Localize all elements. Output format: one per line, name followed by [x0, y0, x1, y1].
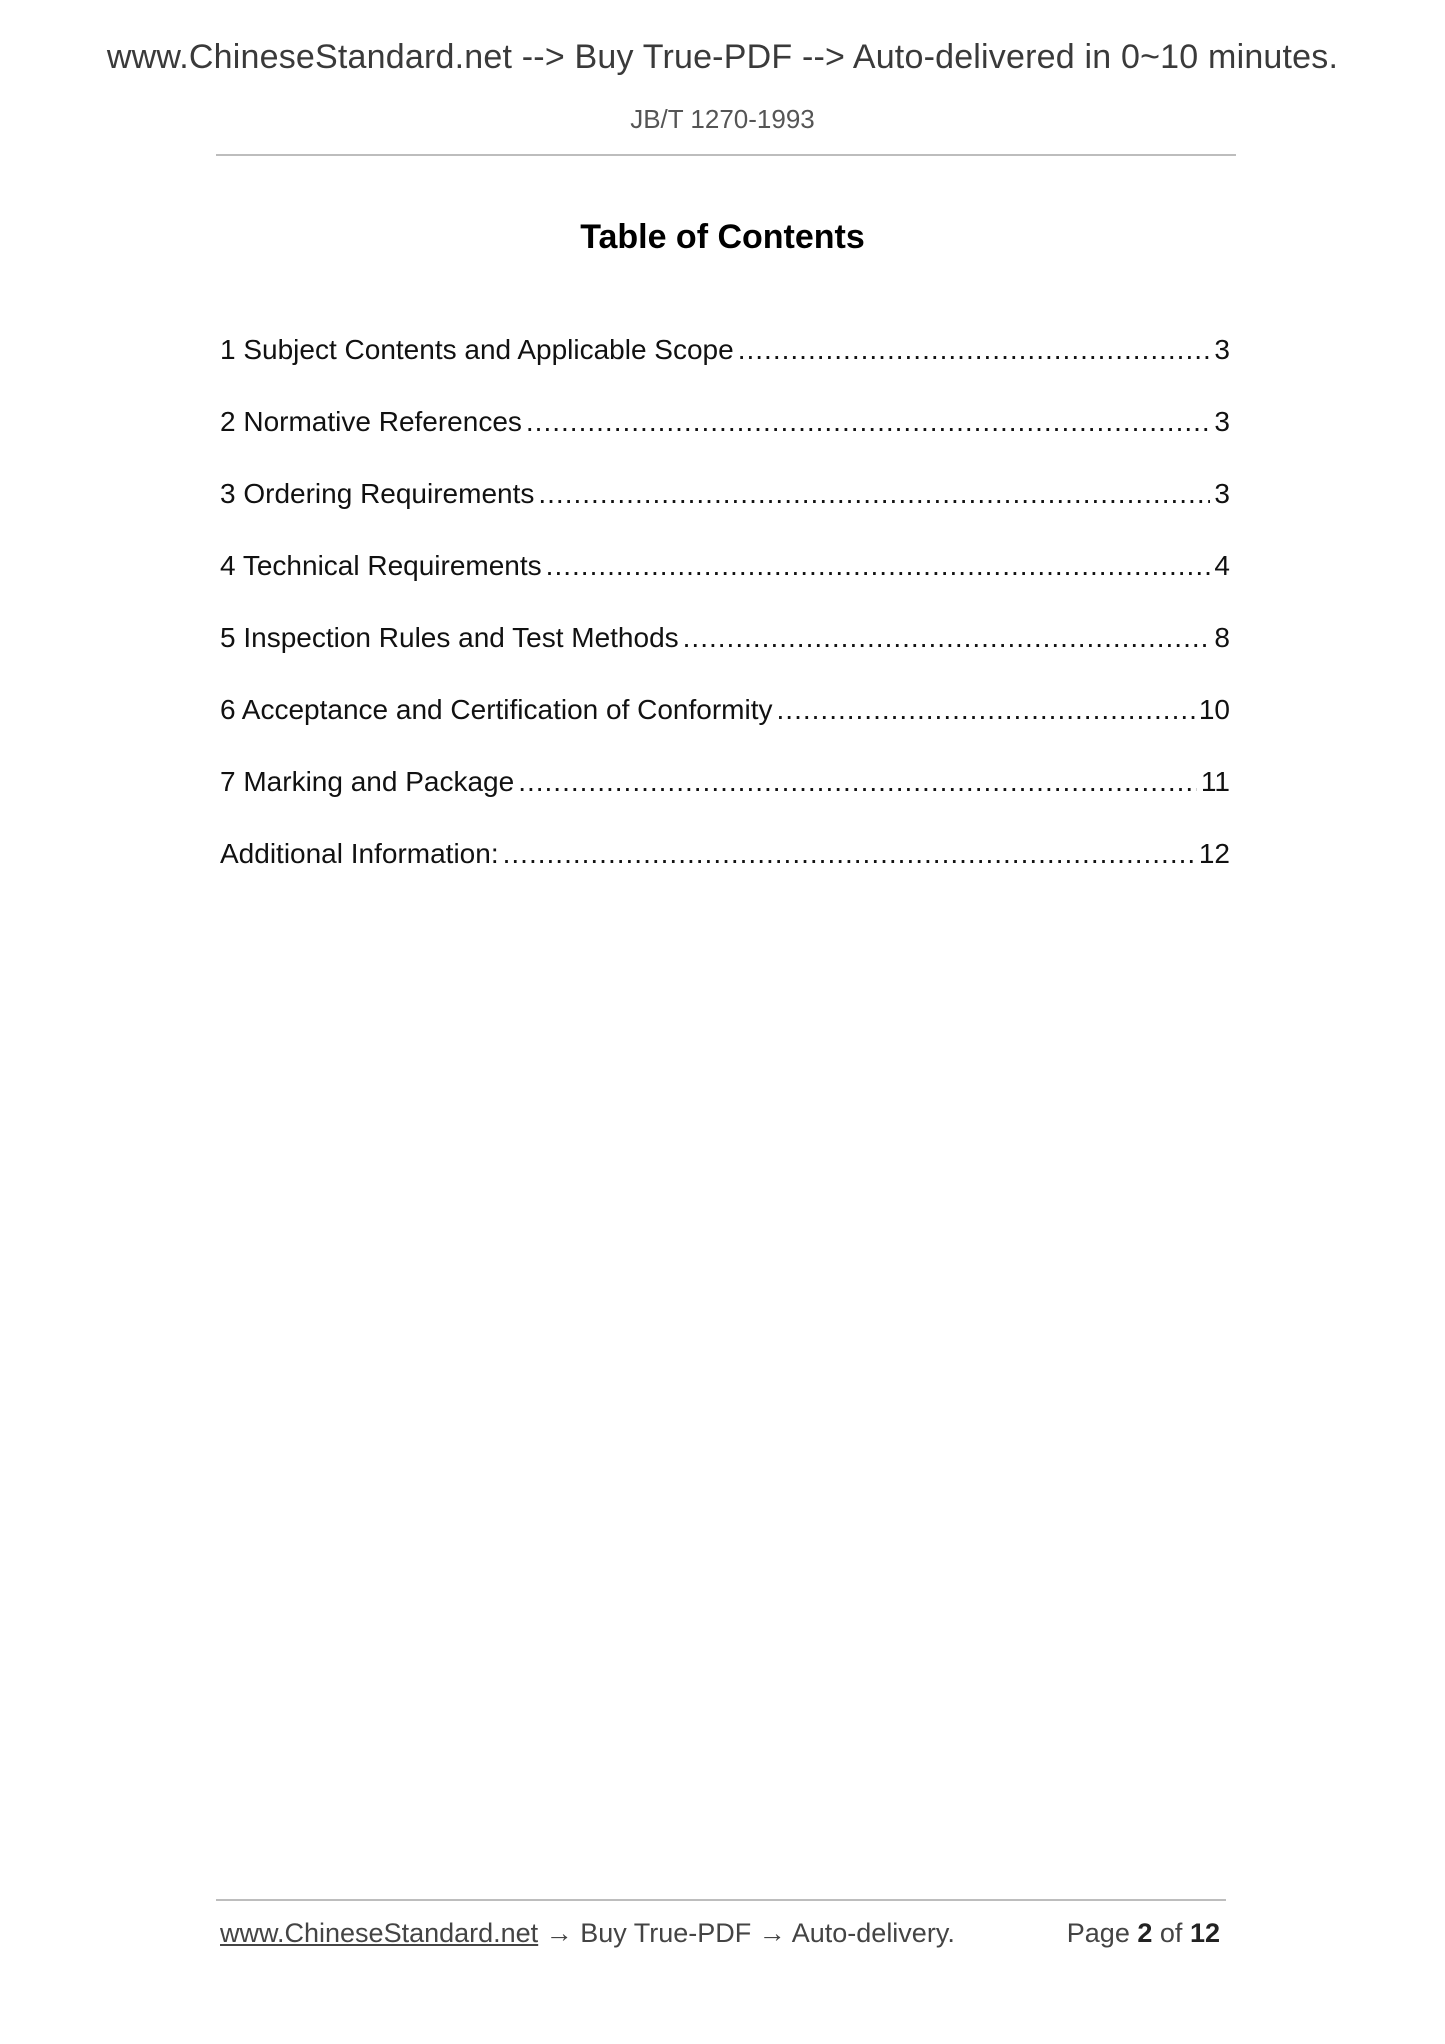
header-divider [216, 154, 1236, 156]
toc-entry-label: Additional Information: [220, 838, 499, 869]
toc-leader-dots [526, 406, 1211, 438]
header-banner: www.ChineseStandard.net --> Buy True-PDF --> Auto-delivered in 0~10 minutes. [106, 38, 1339, 76]
toc-entry-page: 3 [1214, 478, 1230, 509]
toc-entry-label: 6 Acceptance and Certification of Conformity [220, 694, 773, 725]
toc-entry-page: 4 [1214, 550, 1230, 581]
footer-tagline: → Buy True-PDF → Auto-delivery. [538, 1918, 955, 1948]
toc-entry-label: 4 Technical Requirements [220, 550, 542, 581]
toc-entry-page: 10 [1198, 694, 1230, 725]
toc-entry-marking-package[interactable] [220, 766, 1230, 838]
toc-entry-ordering-requirements[interactable] [220, 478, 1230, 550]
toc-entry-technical-requirements[interactable] [220, 550, 1230, 622]
footer-divider [216, 1899, 1226, 1901]
total-pages-number: 12 [1189, 1918, 1220, 1948]
toc-leader-dots [538, 478, 1210, 510]
toc-leader-dots [683, 622, 1211, 654]
toc-entry-label: 5 Inspection Rules and Test Methods [220, 622, 679, 653]
of-word: of [1159, 1918, 1183, 1948]
toc-entry-subject-contents[interactable] [220, 334, 1230, 406]
toc-entry-page: 3 [1214, 334, 1230, 365]
table-of-contents [220, 334, 1230, 910]
page-indicator [1067, 1918, 1220, 1949]
page-footer [220, 1918, 1220, 1958]
page-word: Page [1066, 1918, 1130, 1948]
toc-entry-label: 2 Normative References [220, 406, 522, 437]
toc-entry-acceptance-certification[interactable] [220, 694, 1230, 766]
toc-entry-additional-information[interactable] [220, 838, 1230, 910]
toc-entry-label: 1 Subject Contents and Applicable Scope [220, 334, 734, 365]
toc-leader-dots [503, 838, 1195, 870]
toc-entry-inspection-rules[interactable] [220, 622, 1230, 694]
toc-entry-page: 8 [1214, 622, 1230, 653]
toc-entry-label: 3 Ordering Requirements [220, 478, 535, 509]
toc-leader-dots [546, 550, 1211, 582]
toc-leader-dots [777, 694, 1195, 726]
toc-entry-page: 3 [1214, 406, 1230, 437]
toc-entry-label: 7 Marking and Package [220, 766, 515, 797]
toc-entry-normative-references[interactable] [220, 406, 1230, 478]
page-title: Table of Contents [580, 218, 865, 256]
toc-leader-dots [518, 766, 1197, 798]
current-page-number: 2 [1137, 1918, 1153, 1948]
toc-leader-dots [738, 334, 1211, 366]
document-code: JB/T 1270-1993 [630, 104, 815, 134]
footer-site-link[interactable]: www.ChineseStandard.net [220, 1918, 539, 1948]
footer-promo [220, 1918, 955, 1949]
toc-entry-page: 11 [1200, 766, 1230, 797]
toc-entry-page: 12 [1198, 838, 1230, 869]
